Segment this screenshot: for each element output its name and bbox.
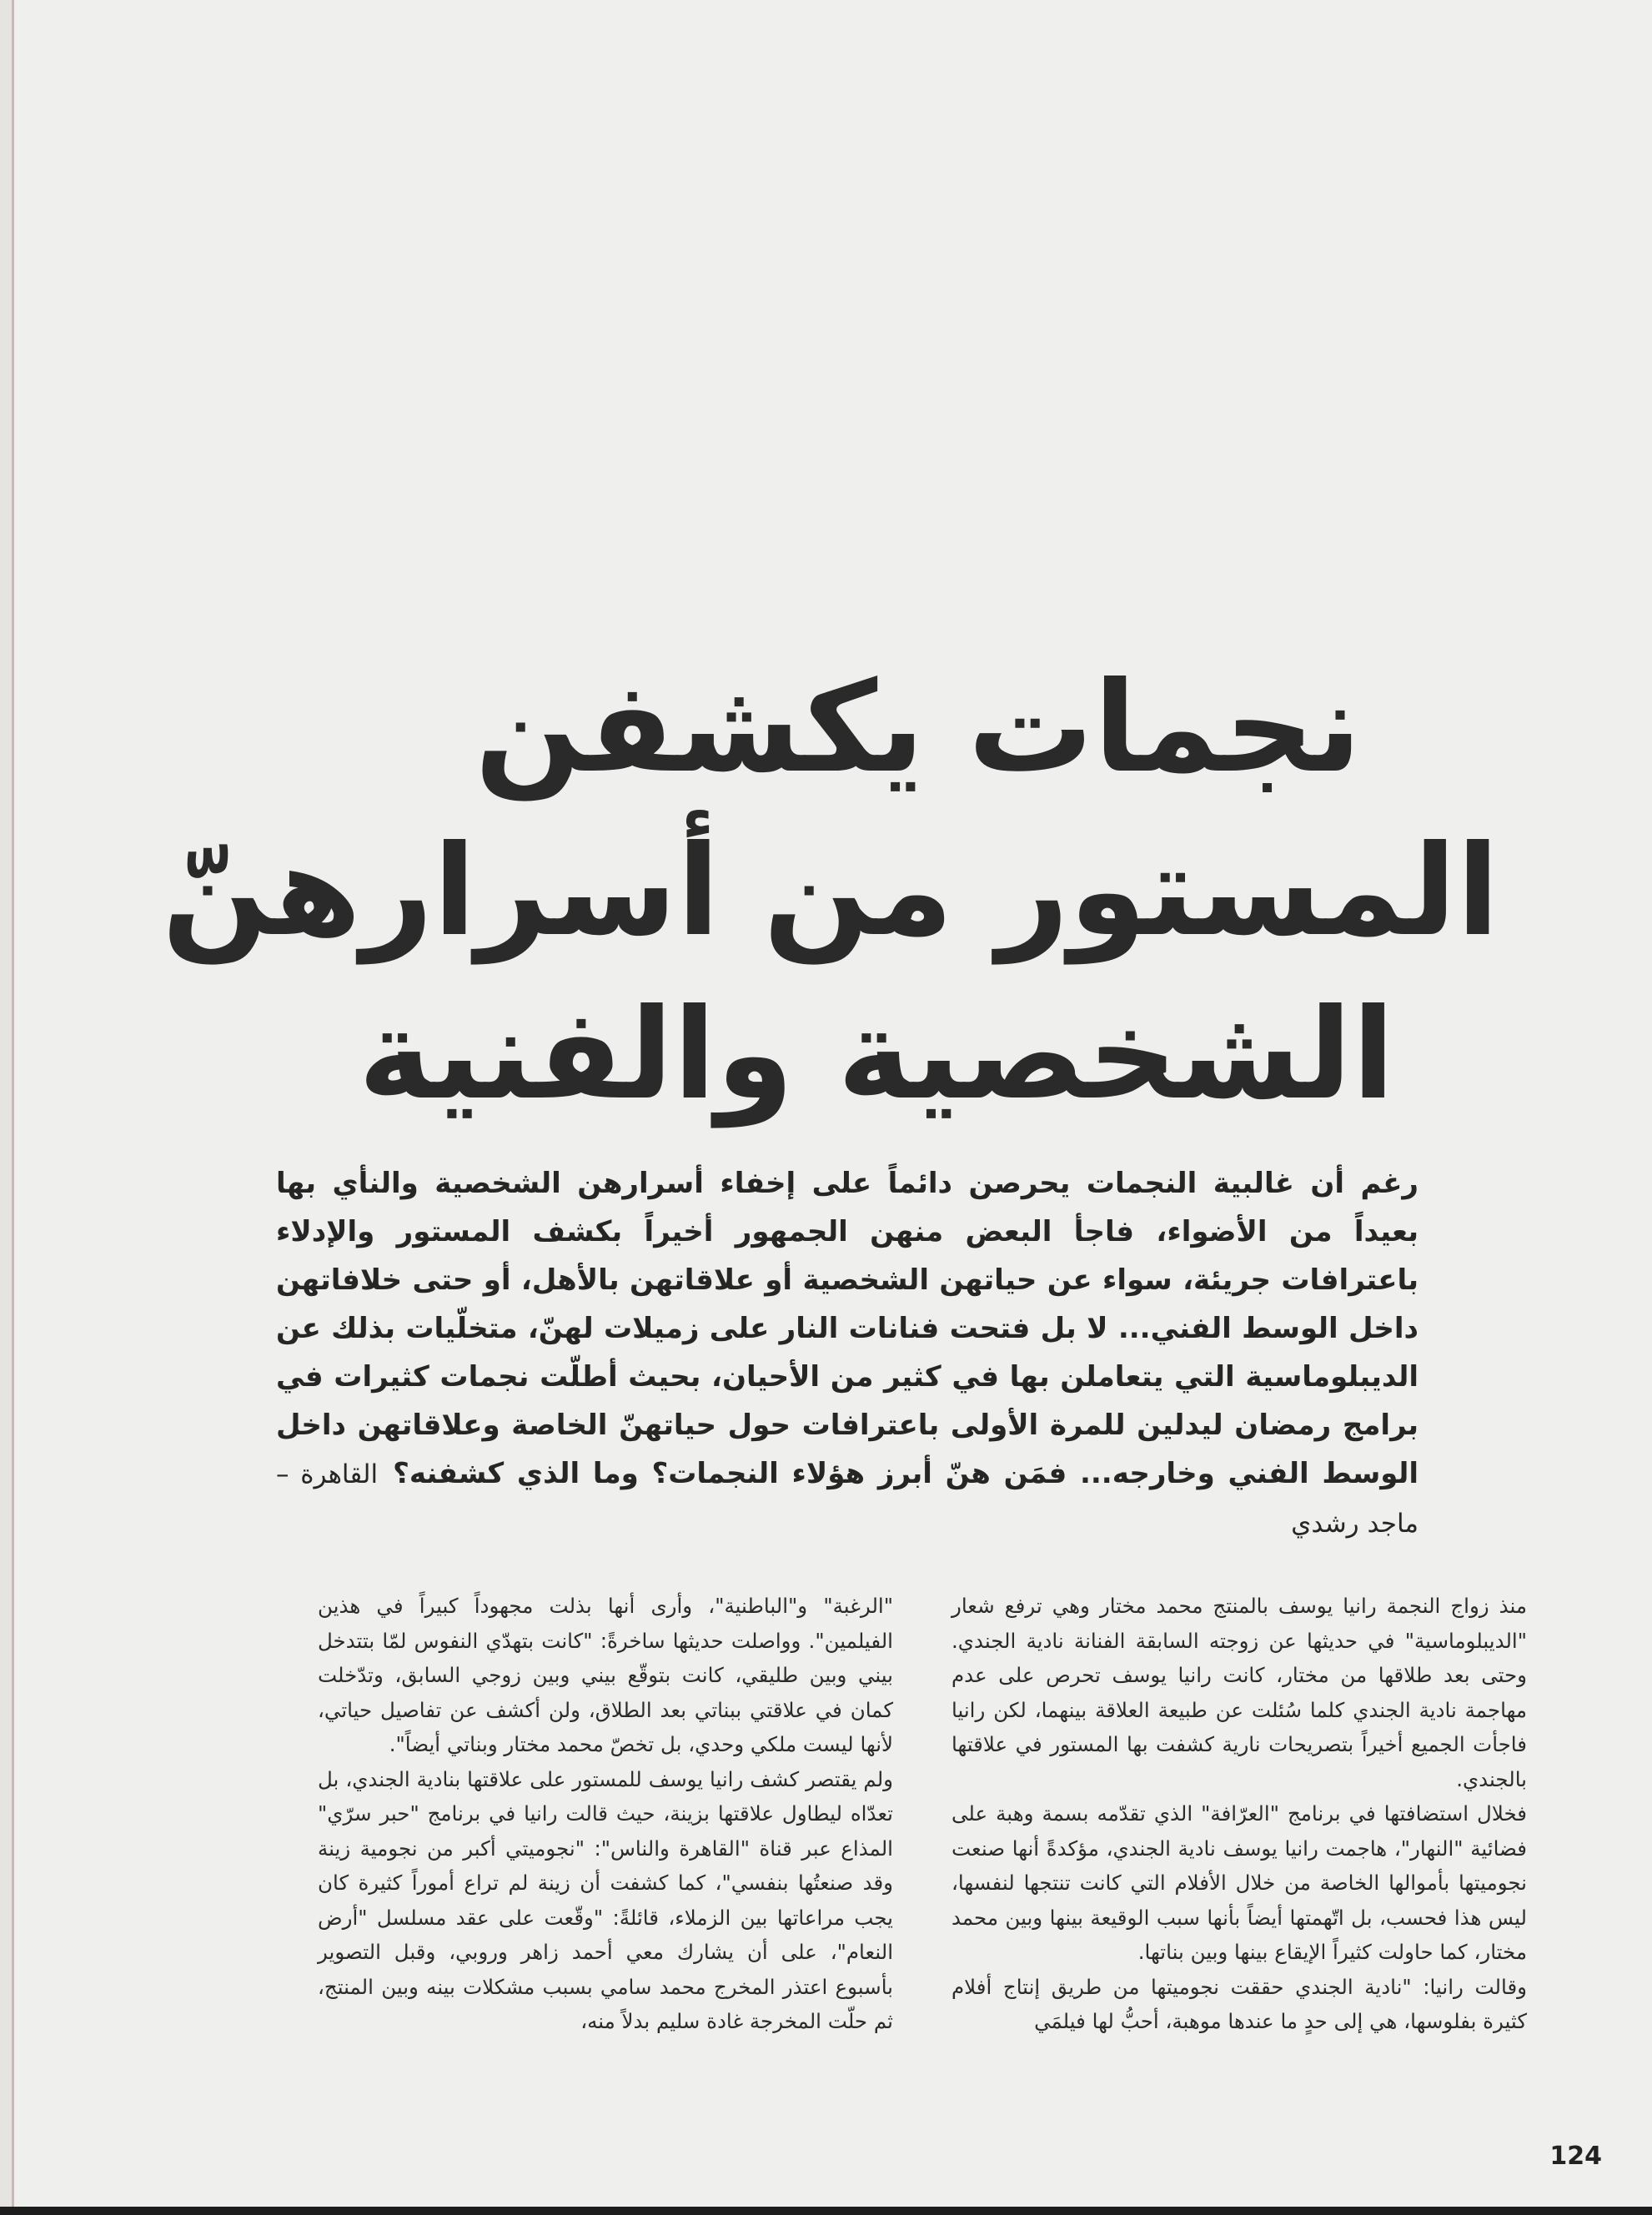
paragraph: وقالت رانيا: "نادية الجندي حققت نجوميتها من طريق إنتاج أفلام كثيرة بفلوسها، هي إلى حدٍ ما عندها موهبة، أحبُّ لها فيلمَي: [952, 1974, 1527, 2033]
column-right: [952, 1589, 1527, 2039]
paragraph: ولم يقتصر كشف رانيا يوسف للمستور على علاقتها بنادية الجندي، بل تعدّاه ليطاول علاقتها بزينة، حيث قالت رانيا في برنامج "حبر سرّي" المذاع عبر قناة "القاهرة والناس": "نجوميتي أكبر من نجومية زينة وقد صنعتُها بنفسي"، كما كشفت أن زينة لم تراع أموراً كثيرة كان يجب مراعاتها بين الزملاء، قائلةً: "وقّعت على عقد مسلسل "أرض النعام"، على أن يشارك معي أحمد زاهر وروبي، وقبل التصوير بأسبوع اعتذر المخرج محمد سامي بسبب مشكلات بينه وبين المنتج، ثم حلّت المخرجة غادة سليم بدلاً منه،: [318, 1766, 893, 2033]
byline: القاهرة – ماجد رشدي: [276, 1459, 1419, 1539]
page-left-edge: [0, 0, 14, 2215]
headline-line-1: نجمات يكشفن: [475, 655, 1362, 801]
intro-text: رغم أن غالبية النجمات يحرصن دائماً على إخفاء أسرارهن الشخصية والنأي بها بعيداً من الأضواء، فاجأ البعض منهن الجمهور أخيراً بكشف المستور والإدلاء باعترافات جريئة، سواء عن حياتهن الشخصية أو علاقاتهن بالأهل، أو حتى خلافاتهن داخل الوسط الفني... لا بل فتحت فنانات النار على زميلات لهنّ، متخلّيات بذلك عن الديبلوماسية التي يتعاملن بها في كثير من الأحيان، بحيث أطلّت نجمات كثيرات في برامج رمضان ليدلين للمرة الأولى باعترافات حول حياتهنّ الخاصة وعلاقاتهن داخل الوسط الفني وخارجه... فمَن هنّ أبرز هؤلاء النجمات؟ وما الذي كشفنه؟: [276, 1167, 1419, 1490]
headline-line-2: المستور من أسرارهنّ: [162, 819, 1499, 964]
paragraph: منذ زواج النجمة رانيا يوسف بالمنتج محمد مختار وهي ترفع شعار "الديبلوماسية" في حديثها عن زوجته السابقة الفنانة نادية الجندي. وحتى بعد طلاقها من مختار، كانت رانيا يوسف تحرص على عدم مهاجمة نادية الجندي كلما سُئلت عن طبيعة العلاقة بينهما، لكن رانيا فاجأت الجميع أخيراً بتصريحات نارية كشفت بها المستور في علاقتها بالجندي.: [952, 1594, 1527, 1791]
paragraph: "الرغبة" و"الباطنية"، وأرى أنها بذلت مجهوداً كبيراً في هذين الفيلمين". وواصلت حديثها ساخرةً: "كانت بتهدّي النفوس لمّا بتتدخل بيني وبين طليقي، كانت بتوقّع بيني وبين زوجي السابق، وتدّخلت كمان في علاقتي ببناتي بعد الطلاق، ولن أكشف عن تفاصيل حياتي، لأنها ليست ملكي وحدي، بل تخصّ محمد مختار وبناتي أيضاً".: [318, 1594, 893, 1756]
page-number: 124: [1549, 2142, 1602, 2171]
headline-line-3: الشخصية والفنية: [358, 982, 1395, 1128]
page-bottom-edge: [0, 2207, 1652, 2215]
article-intro: [276, 1159, 1419, 1548]
article-headline: [143, 646, 1519, 1137]
paragraph: فخلال استضافتها في برنامج "العرّافة" الذي تقدّمه بسمة وهبة على فضائية "النهار"، هاجمت رانيا يوسف نادية الجندي، مؤكدةً أنها صنعت نجوميتها بأموالها الخاصة من خلال الأفلام التي كانت تنتجها لنفسها، ليس هذا فحسب، بل اتّهمتها أيضاً بأنها سبب الوقيعة بينها وبين محمد مختار، كما حاولت كثيراً الإيقاع بينها وبين بناتها.: [952, 1801, 1527, 1964]
column-left: [318, 1589, 893, 2039]
article-body: [318, 1589, 1527, 2039]
